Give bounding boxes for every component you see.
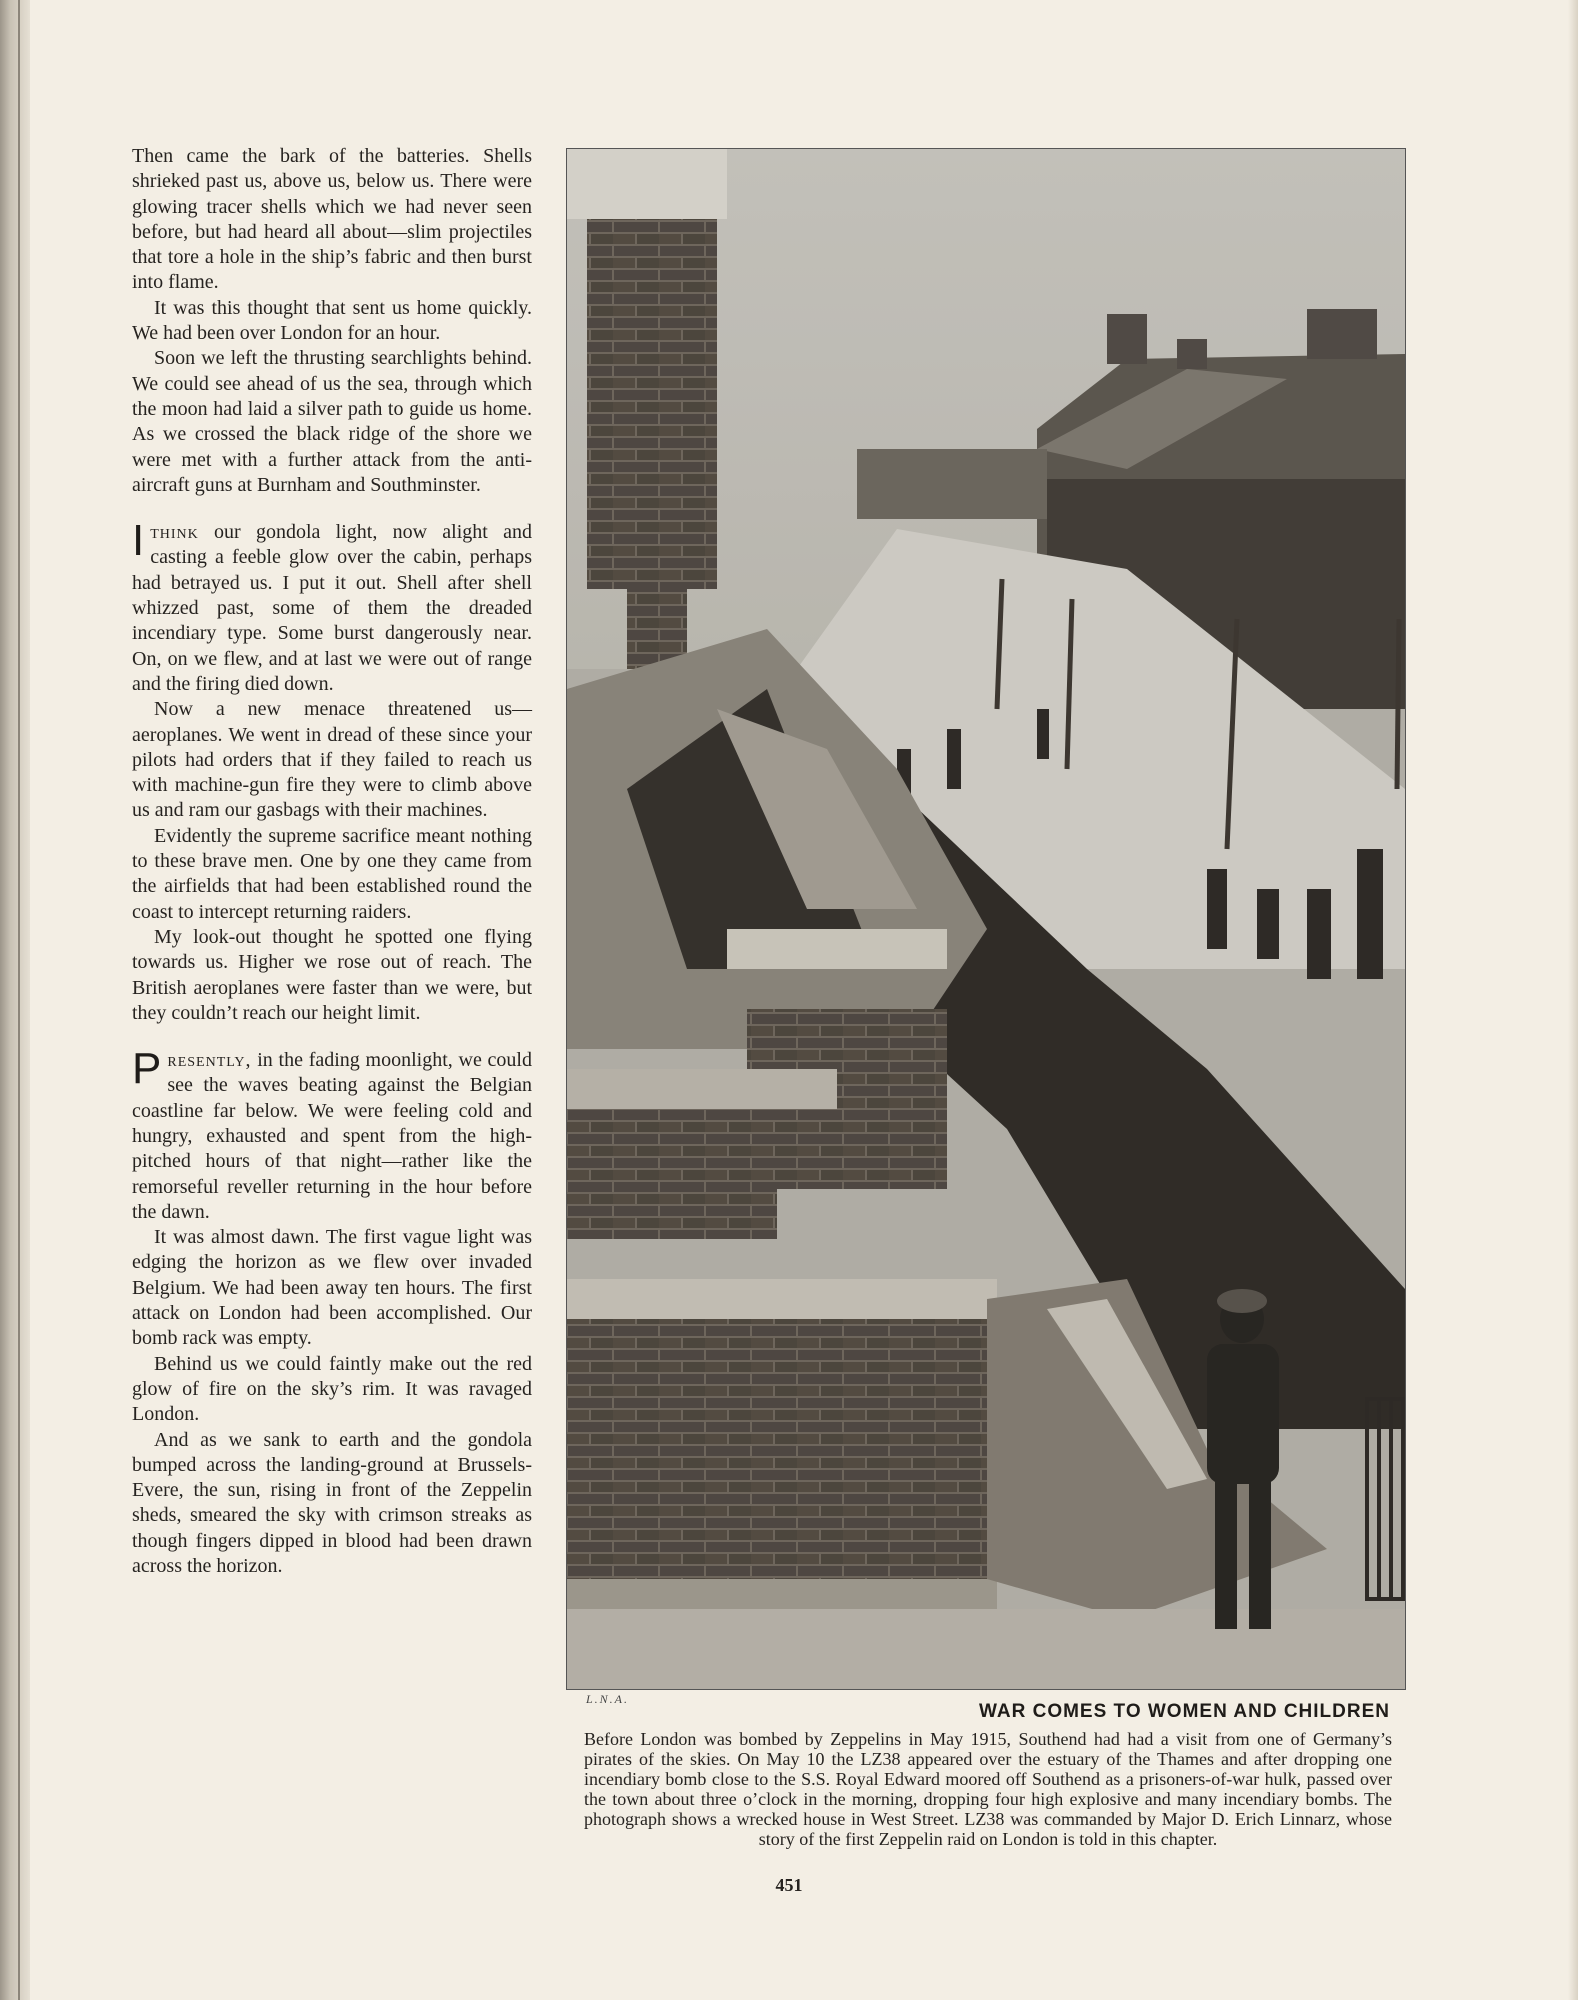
article-text-column (132, 144, 532, 1579)
photo-credit: L.N.A. (586, 1692, 630, 1706)
paragraph-text: our gondola light, now alight and casting a feeble glow over the cabin, perhaps had betrayed us. I put it out. Shell after shell whizzed past, some of them the dreaded incendiary type. Some burst dangerously near. On, on we flew, and at last we were out of range and the firing died down. (132, 521, 532, 695)
page-number: 451 (775, 1875, 803, 1895)
section-opening-paragraph (132, 1044, 532, 1225)
news-photograph (566, 148, 1406, 1690)
paragraph: Soon we left the thrusting searchlights behind. We could see ahead of us the sea, through which the moon had laid a silver path to guide us home. As we crossed the black ridge of the shore we were met with a further attack from the anti-aircraft guns at Burnham and Southminster. (132, 347, 532, 496)
drop-cap: P (132, 1044, 162, 1094)
paragraph: It was this thought that sent us home quickly. We had been over London for an hour. (132, 296, 532, 345)
paragraph: It was almost dawn. The first vague light was edging the horizon as we flew over invaded Belgium. We had been away ten hours. The first attack on London had been accomplished. Our bomb rack was empty. (132, 1226, 532, 1350)
page-edge (1568, 0, 1578, 2000)
paragraph: My look-out thought he spotted one flying towards us. Higher we rose out of reach. The British aeroplanes were faster than we were, but they couldn’t reach our height limit. (132, 925, 532, 1024)
small-caps-lead: think (150, 521, 199, 544)
paragraph: Behind us we could faintly make out the red glow of fire on the sky’s rim. It was ravaged London. (132, 1352, 532, 1426)
drop-cap: I (132, 516, 145, 566)
paragraph: Evidently the supreme sacrifice meant nothing to these brave men. One by one they came from the airfields that had been established round the coast to intercept returning raiders. (132, 824, 532, 923)
small-caps-lead: resently, (167, 1049, 252, 1072)
paragraph-text: in the fading moonlight, we could see the waves beating against the Belgian coastline far below. We were feeling cold and hungry, exhausted and spent from the high-pitched hours of that night—rather like the remorseful reveller returning in the hour before the dawn. (132, 1049, 532, 1223)
page-binding (0, 0, 30, 2000)
paragraph: Now a new menace threatened us—aeroplanes. We went in dread of these since your pilots had orders that if they failed to reach us with machine-gun fire they were to climb above us and ram our gasbags with their machines. (132, 698, 532, 822)
section-break (132, 498, 532, 520)
section-opening-paragraph (132, 516, 532, 697)
binding-crease (18, 0, 20, 2000)
paragraph: Then came the bark of the batteries. Shells shrieked past us, above us, below us. There were glowing tracer shells which we had never seen before, but had heard all about—slim projectiles that tore a hole in the ship’s fabric and then burst into flame. (132, 145, 532, 294)
caption-body: Before London was bombed by Zeppelins in May 1915, Southend had had a visit from one of Germany’s pirates of the skies. On May 10 the LZ38 appeared over the estuary of the Thames and after dropping one incendiary bomb close to the S.S. Royal Edward moored off Southend as a prisoners-of-war hulk, passed over the town about three o’clock in the morning, dropping four high explosive and many incendiary bombs. The photograph shows a wrecked house in West Street. LZ38 was commanded by Major D. Erich Linnarz, whose story of the first Zeppelin raid on London is told in this chapter. (584, 1729, 1392, 1849)
caption-title: WAR COMES TO WOMEN AND CHILDREN (979, 1701, 1390, 1722)
paragraph: And as we sank to earth and the gondola bumped across the landing-ground at Brussels-Evere, the sun, rising in front of the Zeppelin sheds, smeared the sky with crimson streaks as though fingers dipped in blood had been drawn across the horizon. (132, 1428, 532, 1578)
section-break (132, 1026, 532, 1048)
